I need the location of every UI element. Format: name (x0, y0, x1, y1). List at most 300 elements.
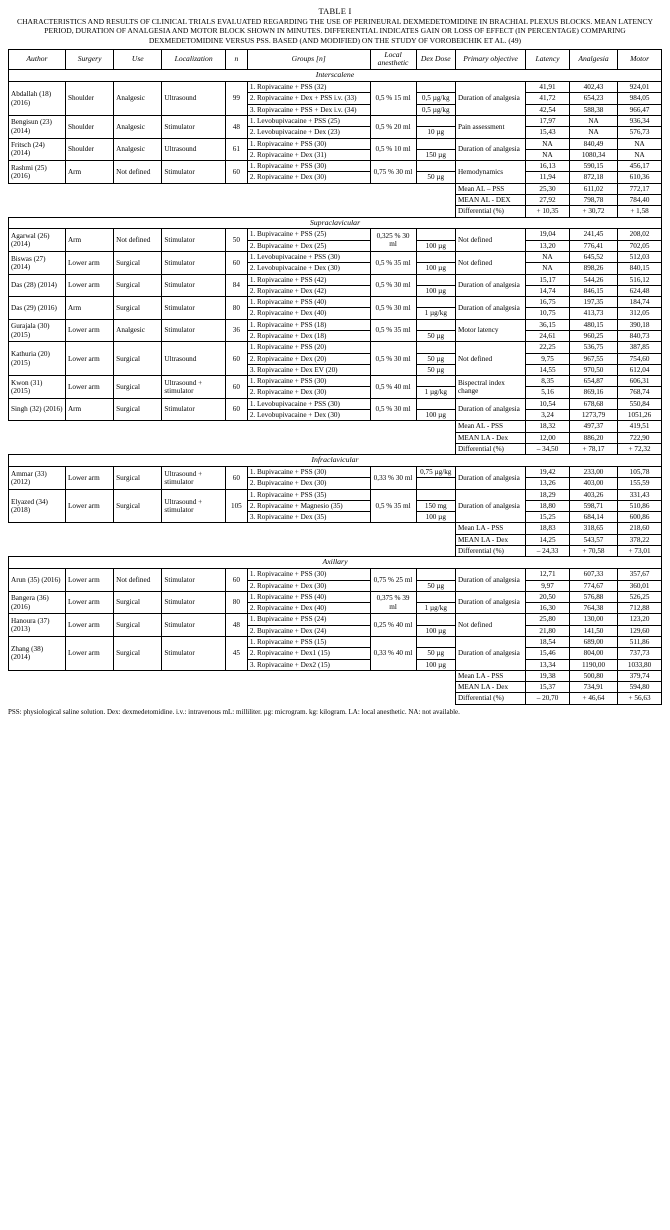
summary-latency: 18,32 (526, 421, 570, 432)
cell-latency: 9,75 (526, 353, 570, 364)
cell-surgery: Lower arm (65, 342, 113, 376)
cell-latency: NA (526, 252, 570, 263)
clinical-trials-table (8, 49, 662, 705)
cell-motor: 737,73 (618, 648, 662, 659)
cell-motor: 576,73 (618, 127, 662, 138)
cell-motor: 600,86 (618, 512, 662, 523)
cell-local-anesthetic: 0,75 % 25 ml (370, 569, 416, 592)
cell-analgesia: 774,67 (569, 580, 617, 591)
cell-use: Not defined (114, 161, 162, 184)
summary-analgesia: 798,78 (569, 194, 617, 205)
summary-motor: 784,40 (618, 194, 662, 205)
cell-motor: 610,36 (618, 172, 662, 183)
cell-local-anesthetic: 0,5 % 35 ml (370, 489, 416, 523)
cell-motor: 984,05 (618, 93, 662, 104)
cell-latency: 15,17 (526, 274, 570, 285)
cell-analgesia: 141,50 (569, 625, 617, 636)
cell-primary-objective: Not defined (455, 342, 525, 376)
summary-analgesia: 543,57 (569, 534, 617, 545)
table-row (9, 342, 662, 353)
summary-motor: 594,80 (618, 682, 662, 693)
table-row (9, 569, 662, 580)
cell-author: Biswas (27) (2014) (9, 252, 66, 275)
cell-primary-objective: Duration of analgesia (455, 297, 525, 320)
section-title: Infraclavicular (9, 455, 662, 467)
cell-author: Bengisun (23) (2014) (9, 115, 66, 138)
cell-motor: 357,67 (618, 569, 662, 580)
cell-dex-dose (416, 229, 455, 240)
cell-primary-objective: Duration of analgesia (455, 138, 525, 161)
cell-motor: 624,48 (618, 285, 662, 296)
col-n: n (225, 49, 247, 69)
cell-motor: 606,31 (618, 376, 662, 387)
cell-motor: 129,60 (618, 625, 662, 636)
cell-dex-dose: 100 µg (416, 659, 455, 670)
cell-latency: 41,72 (526, 93, 570, 104)
cell-group: 2. Ropivacaine + Dex (30) (247, 387, 370, 398)
col-latency: Latency (526, 49, 570, 69)
cell-analgesia: 241,45 (569, 229, 617, 240)
cell-primary-objective: Bispectral index change (455, 376, 525, 399)
cell-analgesia: 607,33 (569, 569, 617, 580)
cell-motor: 768,74 (618, 387, 662, 398)
cell-motor: 936,34 (618, 115, 662, 126)
summary-label: Differential (%) (455, 546, 525, 557)
cell-primary-objective: Duration of analgesia (455, 82, 525, 116)
col-analgesia: Analgesia (569, 49, 617, 69)
cell-localization: Stimulator (162, 569, 226, 592)
cell-use: Analgesic (114, 138, 162, 161)
col-motor: Motor (618, 49, 662, 69)
cell-n: 60 (225, 569, 247, 592)
summary-filler (9, 183, 456, 194)
cell-use: Analgesic (114, 115, 162, 138)
cell-dex-dose: 100 µg (416, 240, 455, 251)
cell-primary-objective: Not defined (455, 614, 525, 637)
cell-local-anesthetic: 0,5 % 30 ml (370, 274, 416, 297)
cell-analgesia: 403,00 (569, 478, 617, 489)
cell-latency: 16,75 (526, 297, 570, 308)
cell-surgery: Lower arm (65, 569, 113, 592)
cell-author: Kathuria (20) (2015) (9, 342, 66, 376)
section-title: Supraclavicular (9, 217, 662, 229)
cell-analgesia: 645,52 (569, 252, 617, 263)
cell-group: 2. Ropivacaine + Dex (20) (247, 353, 370, 364)
cell-dex-dose: 1 µg/kg (416, 387, 455, 398)
cell-group: 1. Ropivacaine + PSS (18) (247, 319, 370, 330)
section-header-row (9, 557, 662, 569)
cell-author: Elyazed (34) (2018) (9, 489, 66, 523)
cell-surgery: Shoulder (65, 82, 113, 116)
summary-analgesia: + 70,58 (569, 546, 617, 557)
cell-dex-dose: 100 µg (416, 512, 455, 523)
cell-n: 36 (225, 319, 247, 342)
summary-analgesia: 886,20 (569, 432, 617, 443)
summary-latency: – 20,70 (526, 693, 570, 704)
summary-label: Mean AL – PSS (455, 183, 525, 194)
cell-primary-objective: Duration of analgesia (455, 569, 525, 592)
col-primary-objective: Primary objective (455, 49, 525, 69)
cell-localization: Ultrasound (162, 342, 226, 376)
cell-dex-dose: 0,5 µg/kg (416, 93, 455, 104)
cell-use: Surgical (114, 467, 162, 490)
cell-analgesia: 898,26 (569, 263, 617, 274)
cell-dex-dose: 50 µg (416, 364, 455, 375)
cell-group: 2. Ropivacaine + Dex (30) (247, 172, 370, 183)
table-row (9, 229, 662, 240)
cell-latency: 15,46 (526, 648, 570, 659)
cell-localization: Stimulator (162, 398, 226, 421)
col-groups: Groups [n] (247, 49, 370, 69)
cell-local-anesthetic: 0,5 % 20 ml (370, 115, 416, 138)
cell-analgesia: 544,26 (569, 274, 617, 285)
summary-motor: 218,60 (618, 523, 662, 534)
cell-dex-dose: 50 µg (416, 353, 455, 364)
cell-primary-objective: Not defined (455, 252, 525, 275)
section-title: Axillary (9, 557, 662, 569)
cell-author: Fritsch (24) (2014) (9, 138, 66, 161)
summary-filler (9, 682, 456, 693)
cell-latency: 16,13 (526, 161, 570, 172)
cell-localization: Stimulator (162, 274, 226, 297)
cell-dex-dose (416, 138, 455, 149)
section-header-row (9, 455, 662, 467)
table-row (9, 252, 662, 263)
cell-analgesia: 872,18 (569, 172, 617, 183)
cell-group: 2. Ropivacaine + Dex + PSS i.v. (33) (247, 93, 370, 104)
col-localization: Localization (162, 49, 226, 69)
cell-latency: 13,20 (526, 240, 570, 251)
cell-local-anesthetic: 0,5 % 35 ml (370, 252, 416, 275)
summary-row (9, 443, 662, 454)
cell-use: Surgical (114, 297, 162, 320)
summary-row (9, 670, 662, 681)
cell-latency: 13,26 (526, 478, 570, 489)
cell-local-anesthetic: 0,375 % 39 ml (370, 591, 416, 614)
cell-motor: 1051,26 (618, 409, 662, 420)
cell-n: 60 (225, 376, 247, 399)
cell-local-anesthetic: 0,5 % 30 ml (370, 342, 416, 376)
cell-primary-objective: Duration of analgesia (455, 467, 525, 490)
cell-motor: 387,85 (618, 342, 662, 353)
cell-latency: 16,30 (526, 603, 570, 614)
cell-latency: 18,29 (526, 489, 570, 500)
cell-use: Not defined (114, 229, 162, 252)
summary-label: MEAN LA - Dex (455, 534, 525, 545)
summary-motor: 378,22 (618, 534, 662, 545)
cell-dex-dose: 100 µg (416, 625, 455, 636)
cell-analgesia: 197,35 (569, 297, 617, 308)
cell-analgesia: 970,50 (569, 364, 617, 375)
cell-motor: 1033,80 (618, 659, 662, 670)
cell-motor: 840,73 (618, 331, 662, 342)
cell-author: Ammar (33) (2012) (9, 467, 66, 490)
cell-analgesia: 588,38 (569, 104, 617, 115)
cell-group: 2. Ropivacaine + Dex (40) (247, 308, 370, 319)
cell-primary-objective: Duration of analgesia (455, 398, 525, 421)
cell-use: Surgical (114, 274, 162, 297)
col-surgery: Surgery (65, 49, 113, 69)
cell-dex-dose (416, 252, 455, 263)
cell-dex-dose (416, 319, 455, 330)
cell-dex-dose: 1 µg/kg (416, 308, 455, 319)
summary-row (9, 682, 662, 693)
cell-surgery: Arm (65, 398, 113, 421)
cell-analgesia: 576,88 (569, 591, 617, 602)
cell-local-anesthetic: 0,33 % 40 ml (370, 636, 416, 670)
cell-n: 61 (225, 138, 247, 161)
summary-filler (9, 206, 456, 217)
cell-motor: 360,01 (618, 580, 662, 591)
cell-group: 1. Ropivacaine + PSS (20) (247, 342, 370, 353)
cell-surgery: Arm (65, 297, 113, 320)
cell-use: Surgical (114, 489, 162, 523)
cell-group: 3. Ropivacaine + PSS + Dex i.v. (34) (247, 104, 370, 115)
cell-author: Kwon (31) (2015) (9, 376, 66, 399)
cell-analgesia: NA (569, 115, 617, 126)
summary-latency: 27,92 (526, 194, 570, 205)
cell-author: Arun (35) (2016) (9, 569, 66, 592)
cell-analgesia: 130,00 (569, 614, 617, 625)
cell-dex-dose: 50 µg (416, 580, 455, 591)
summary-latency: – 24,33 (526, 546, 570, 557)
cell-group: 1. Ropivacaine + PSS (35) (247, 489, 370, 500)
summary-row (9, 183, 662, 194)
cell-author: Abdallah (18) (2016) (9, 82, 66, 116)
cell-localization: Stimulator (162, 161, 226, 184)
cell-primary-objective: Pain assessment (455, 115, 525, 138)
cell-motor: 712,88 (618, 603, 662, 614)
cell-latency: 18,80 (526, 500, 570, 511)
cell-dex-dose: 150 µg (416, 149, 455, 160)
cell-group: 2. Levobupivacaine + Dex (30) (247, 263, 370, 274)
table-footnote: PSS: physiological saline solution. Dex: dexmedetomidine. i.v.: intravenous mL: milliliter. µg: microgram. kg: kilogram. LA: local anesthetic. NA: not available. (8, 707, 460, 716)
cell-latency: 41,91 (526, 82, 570, 93)
table-row (9, 489, 662, 500)
cell-latency: 19,04 (526, 229, 570, 240)
summary-label: MEAN LA - Dex (455, 682, 525, 693)
cell-latency: 22,25 (526, 342, 570, 353)
cell-n: 80 (225, 297, 247, 320)
cell-latency: 21,80 (526, 625, 570, 636)
cell-group: 1. Ropivacaine + PSS (30) (247, 376, 370, 387)
summary-analgesia: 734,91 (569, 682, 617, 693)
cell-localization: Ultrasound + stimulator (162, 467, 226, 490)
summary-filler (9, 670, 456, 681)
cell-n: 80 (225, 591, 247, 614)
summary-motor: + 1,58 (618, 206, 662, 217)
cell-surgery: Lower arm (65, 489, 113, 523)
cell-analgesia: 684,14 (569, 512, 617, 523)
cell-group: 1. Ropivacaine + PSS (32) (247, 82, 370, 93)
cell-localization: Stimulator (162, 229, 226, 252)
cell-analgesia: 590,15 (569, 161, 617, 172)
cell-local-anesthetic: 0,75 % 30 ml (370, 161, 416, 184)
cell-n: 99 (225, 82, 247, 116)
cell-dex-dose (416, 636, 455, 647)
cell-localization: Stimulator (162, 591, 226, 614)
summary-latency: 14,25 (526, 534, 570, 545)
table-label: TABLE I (318, 6, 352, 16)
cell-use: Surgical (114, 252, 162, 275)
cell-motor: 510,86 (618, 500, 662, 511)
cell-latency: 25,80 (526, 614, 570, 625)
summary-analgesia: 500,80 (569, 670, 617, 681)
col-dex-dose: Dex Dose (416, 49, 455, 69)
summary-label: MEAN LA - Dex (455, 432, 525, 443)
summary-row (9, 206, 662, 217)
cell-analgesia: 764,38 (569, 603, 617, 614)
cell-analgesia: NA (569, 127, 617, 138)
cell-motor: 390,18 (618, 319, 662, 330)
cell-analgesia: 960,25 (569, 331, 617, 342)
cell-analgesia: 678,68 (569, 398, 617, 409)
cell-analgesia: 840,49 (569, 138, 617, 149)
cell-analgesia: 233,00 (569, 467, 617, 478)
cell-group: 1. Bupivacaine + PSS (30) (247, 467, 370, 478)
cell-surgery: Lower arm (65, 319, 113, 342)
cell-local-anesthetic: 0,25 % 40 ml (370, 614, 416, 637)
cell-n: 60 (225, 467, 247, 490)
cell-latency: NA (526, 149, 570, 160)
cell-group: 1. Ropivacaine + PSS (30) (247, 138, 370, 149)
cell-group: 1. Levobupivacaine + PSS (30) (247, 398, 370, 409)
cell-motor: 123,20 (618, 614, 662, 625)
cell-dex-dose: 0,5 µg/kg (416, 104, 455, 115)
cell-motor: 702,05 (618, 240, 662, 251)
cell-motor: 840,15 (618, 263, 662, 274)
summary-analgesia: + 46,64 (569, 693, 617, 704)
cell-author: Bangera (36) (2016) (9, 591, 66, 614)
section-header-row (9, 217, 662, 229)
cell-latency: 18,54 (526, 636, 570, 647)
cell-local-anesthetic: 0,33 % 30 ml (370, 467, 416, 490)
cell-group: 2. Ropivacaine + Dex (40) (247, 603, 370, 614)
cell-local-anesthetic: 0,5 % 30 ml (370, 398, 416, 421)
cell-local-anesthetic: 0,325 % 30 ml (370, 229, 416, 252)
cell-use: Surgical (114, 398, 162, 421)
cell-local-anesthetic: 0,5 % 30 ml (370, 297, 416, 320)
cell-dex-dose (416, 478, 455, 489)
section-title: Interscalene (9, 70, 662, 82)
cell-surgery: Lower arm (65, 614, 113, 637)
cell-motor: 516,12 (618, 274, 662, 285)
cell-latency: 36,15 (526, 319, 570, 330)
summary-latency: 12,00 (526, 432, 570, 443)
cell-motor: 184,74 (618, 297, 662, 308)
summary-motor: + 73,01 (618, 546, 662, 557)
cell-group: 2. Bupivacaine + Dex (30) (247, 478, 370, 489)
cell-primary-objective: Hemodynamics (455, 161, 525, 184)
cell-latency: NA (526, 263, 570, 274)
cell-n: 60 (225, 161, 247, 184)
cell-analgesia: 804,00 (569, 648, 617, 659)
cell-localization: Ultrasound + stimulator (162, 489, 226, 523)
cell-group: 1. Ropivacaine + PSS (40) (247, 591, 370, 602)
table-row (9, 274, 662, 285)
cell-motor: 966,47 (618, 104, 662, 115)
summary-latency: + 10,35 (526, 206, 570, 217)
cell-localization: Stimulator (162, 297, 226, 320)
cell-dex-dose: 50 µg (416, 331, 455, 342)
summary-motor: + 72,32 (618, 443, 662, 454)
cell-n: 45 (225, 636, 247, 670)
cell-dex-dose (416, 115, 455, 126)
cell-analgesia: 480,15 (569, 319, 617, 330)
summary-analgesia: + 78,17 (569, 443, 617, 454)
cell-group: 3. Ropivacaine + Dex EV (20) (247, 364, 370, 375)
cell-analgesia: 413,73 (569, 308, 617, 319)
cell-motor: 924,01 (618, 82, 662, 93)
cell-localization: Stimulator (162, 115, 226, 138)
cell-surgery: Shoulder (65, 138, 113, 161)
cell-surgery: Lower arm (65, 376, 113, 399)
cell-group: 2. Ropivacaine + Dex (18) (247, 331, 370, 342)
cell-group: 1. Ropivacaine + PSS (40) (247, 297, 370, 308)
cell-motor: NA (618, 149, 662, 160)
summary-latency: – 34,50 (526, 443, 570, 454)
cell-dex-dose: 150 mg (416, 500, 455, 511)
summary-row (9, 194, 662, 205)
cell-dex-dose: 50 µg (416, 172, 455, 183)
cell-local-anesthetic: 0,5 % 15 ml (370, 82, 416, 116)
cell-use: Surgical (114, 342, 162, 376)
summary-motor: 379,74 (618, 670, 662, 681)
cell-surgery: Arm (65, 161, 113, 184)
cell-analgesia: 654,87 (569, 376, 617, 387)
cell-analgesia: 402,43 (569, 82, 617, 93)
summary-latency: 25,30 (526, 183, 570, 194)
summary-analgesia: + 30,72 (569, 206, 617, 217)
summary-row (9, 546, 662, 557)
summary-filler (9, 432, 456, 443)
cell-motor: 512,03 (618, 252, 662, 263)
cell-author: Das (29) (2016) (9, 297, 66, 320)
cell-use: Not defined (114, 569, 162, 592)
cell-group: 1. Ropivacaine + PSS (30) (247, 161, 370, 172)
cell-latency: 11,94 (526, 172, 570, 183)
summary-motor: 419,51 (618, 421, 662, 432)
cell-motor: 511,86 (618, 636, 662, 647)
table-row (9, 161, 662, 172)
col-use: Use (114, 49, 162, 69)
summary-row (9, 693, 662, 704)
cell-motor: 754,60 (618, 353, 662, 364)
cell-primary-objective: Not defined (455, 229, 525, 252)
cell-group: 3. Ropivacaine + Dex (35) (247, 512, 370, 523)
cell-latency: 12,71 (526, 569, 570, 580)
table-header (9, 49, 662, 69)
col-author: Author (9, 49, 66, 69)
cell-group: 1. Bupivacaine + PSS (24) (247, 614, 370, 625)
summary-filler (9, 194, 456, 205)
cell-latency: 19,42 (526, 467, 570, 478)
cell-n: 84 (225, 274, 247, 297)
cell-n: 48 (225, 115, 247, 138)
cell-author: Das (28) (2014) (9, 274, 66, 297)
cell-dex-dose (416, 161, 455, 172)
cell-latency: 14,55 (526, 364, 570, 375)
cell-group: 2. Ropivacaine + Dex (42) (247, 285, 370, 296)
summary-analgesia: 497,37 (569, 421, 617, 432)
cell-group: 2. Levobupivacaine + Dex (30) (247, 409, 370, 420)
cell-motor: 312,05 (618, 308, 662, 319)
cell-latency: 24,61 (526, 331, 570, 342)
cell-dex-dose (416, 591, 455, 602)
table-row (9, 138, 662, 149)
summary-latency: 19,38 (526, 670, 570, 681)
cell-surgery: Lower arm (65, 591, 113, 614)
